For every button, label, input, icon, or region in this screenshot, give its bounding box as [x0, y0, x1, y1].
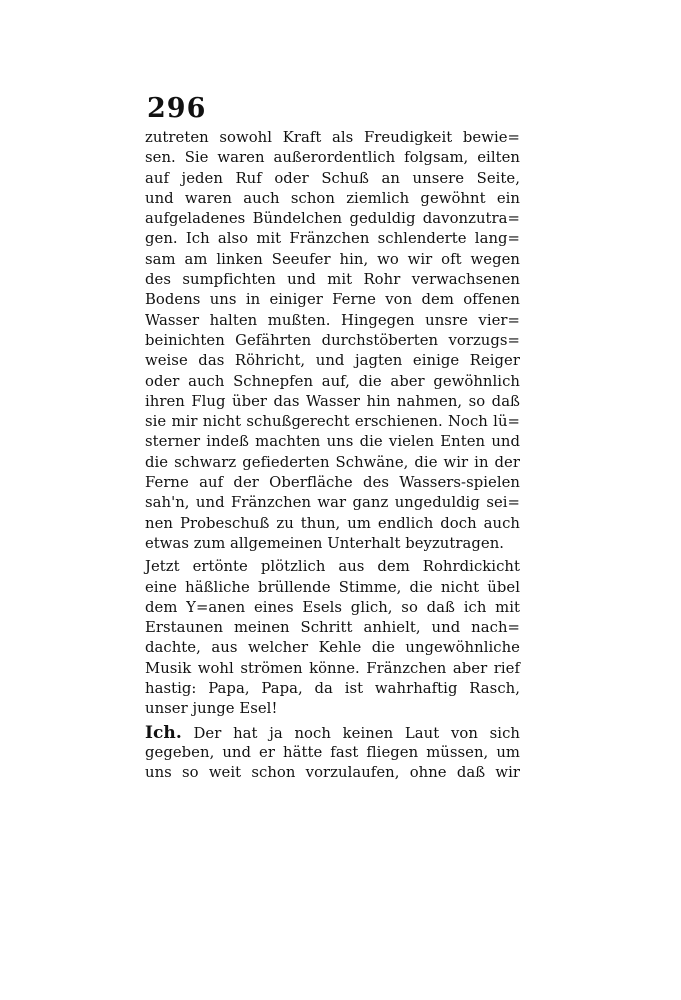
text-line: dem Y=anen eines Esels glich, so daß ich mit [145, 598, 520, 616]
text-line: uns so weit schon vorzulaufen, ohne daß wir [145, 764, 520, 782]
text-line: unser junge Esel! [145, 700, 278, 718]
text-line: ihren Flug über das Wasser hin nahmen, so daß [145, 392, 520, 410]
text-line: zutreten sowohl Kraft als Freudigkeit bewie= [145, 129, 520, 146]
text-body [145, 128, 520, 784]
text-line: auf jeden Ruf oder Schuß an unsere Seite, [145, 169, 520, 187]
dialogue-line [145, 723, 520, 743]
text-line: sen. Sie waren außerordentlich folgsam, eilten [145, 149, 520, 167]
text-line: weise das Röhricht, und jagten einige Reiger [145, 352, 520, 370]
text-line: sam am linken Seeufer hin, wo wir oft wegen [145, 250, 520, 268]
text-line: sah'n, und Fränzchen war ganz ungeduldig sei= [145, 494, 520, 512]
text-line: sterner indeß machten uns die vielen Enten und [145, 433, 520, 451]
text-line: etwas zum allgemeinen Unterhalt beyzutragen. [145, 534, 505, 552]
text-line: Wasser halten mußten. Hingegen unsre vier= [145, 311, 520, 329]
text-line: Ferne auf der Oberfläche des Wassers-spielen [145, 474, 520, 492]
text-line: gen. Ich also mit Fränzchen schlenderte lang= [145, 230, 520, 248]
text-line: oder auch Schnepfen auf, die aber gewöhnlich [145, 372, 520, 390]
text-line: Jetzt ertönte plötzlich aus dem Rohrdickicht [145, 558, 520, 576]
text-line: hastig: Papa, Papa, da ist wahrhaftig Rasch, [145, 680, 520, 698]
text-line: Bodens uns in einiger Ferne von dem offenen [145, 291, 520, 309]
speaker-name: Ich. [145, 722, 182, 743]
text-line: aufgeladenes Bündelchen geduldig davonzutra= [145, 210, 520, 228]
text-line: und waren auch schon ziemlich gewöhnt ein [145, 189, 520, 207]
text-line: eine häßliche brüllende Stimme, die nicht übel [145, 578, 520, 596]
dialogue-text: Der hat ja noch keinen Laut von sich [193, 724, 520, 742]
text-line: Erstaunen meinen Schritt anhielt, und nach= [145, 619, 520, 637]
text-line: des sumpfichten und mit Rohr verwachsenen [145, 271, 520, 289]
text-line: dachte, aus welcher Kehle die ungewöhnliche [145, 639, 520, 657]
text-line: die schwarz gefiederten Schwäne, die wir in der [145, 453, 520, 471]
text-line: sie mir nicht schußgerecht erschienen. Noch lü= [145, 413, 520, 431]
text-line: gegeben, und er hätte fast fliegen müssen, um [145, 743, 520, 761]
text-line: beinichten Gefährten durchstöberten vorzugs= [145, 331, 520, 349]
page-number: 296 [147, 93, 207, 124]
text-line: Musik wohl strömen könne. Fränzchen aber rief [145, 659, 520, 677]
text-line: nen Probeschuß zu thun, um endlich doch auch [145, 514, 520, 532]
